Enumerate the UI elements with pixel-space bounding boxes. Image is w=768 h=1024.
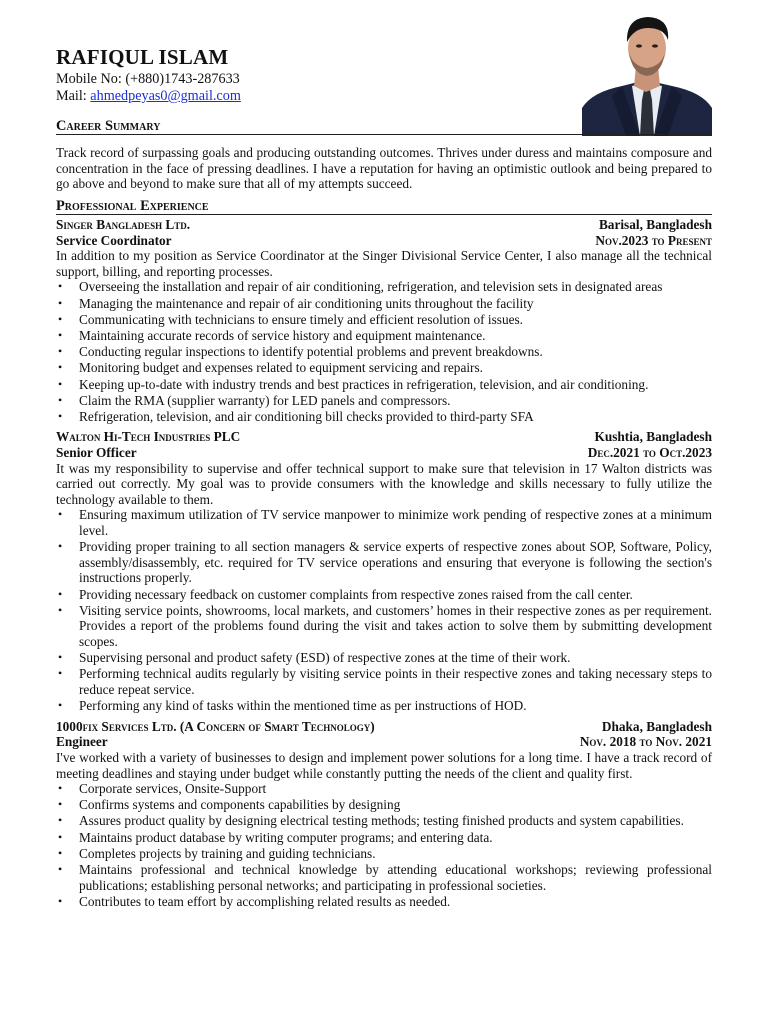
- mobile-number: Mobile No: (+880)1743-287633: [56, 71, 240, 87]
- bullet-text: Maintains product database by writing computer programs; and entering data.: [79, 829, 493, 845]
- list-item: [56, 603, 712, 650]
- job-dates: Nov.2023 to Present: [595, 232, 712, 248]
- job-description: I've worked with a variety of businesses to design and implement power solutions for a long time. I have a track record of meeting deadlines and staying under budget while constantly putting the needs of the client and quality first.: [56, 749, 712, 781]
- list-item: [56, 507, 712, 538]
- bullet-icon: •: [58, 376, 63, 391]
- job-role: Engineer: [56, 734, 108, 750]
- list-item: [56, 328, 712, 344]
- bullet-icon: •: [58, 829, 63, 844]
- bullet-text: Confirms systems and components capabilities by designing: [79, 797, 401, 813]
- company-name: Walton Hi-Tech Industries PLC: [56, 429, 241, 445]
- bullet-icon: •: [58, 327, 63, 342]
- mail-line: [56, 88, 241, 105]
- bullet-icon: •: [58, 539, 63, 554]
- bullet-icon: •: [58, 279, 63, 294]
- bullet-icon: •: [58, 311, 63, 326]
- bullet-text: Maintaining accurate records of service history and equipment maintenance.: [79, 327, 486, 343]
- bullet-icon: •: [58, 507, 63, 522]
- job-company-row: [56, 719, 712, 735]
- bullet-text: Providing proper training to all section managers & service experts of respective zones about SOP, Software, Policy, assembly/disassembly, etc. required for TV service operations and ensuring that everyone is following the section's instructions properly.: [79, 539, 712, 586]
- list-item: [56, 781, 712, 797]
- job-entry: [56, 217, 712, 424]
- experience-heading: Professional Experience: [56, 198, 712, 215]
- bullet-text: Contributes to team effort by accomplishing related results as needed.: [79, 893, 451, 909]
- bullet-text: Managing the maintenance and repair of air conditioning units throughout the facility: [79, 295, 534, 311]
- bullet-icon: •: [58, 295, 63, 310]
- job-location: Kushtia, Bangladesh: [594, 429, 712, 445]
- bullet-icon: •: [58, 666, 63, 681]
- bullet-icon: •: [58, 360, 63, 375]
- email-link[interactable]: ahmedpeyas0@gmail.com: [90, 88, 241, 104]
- list-item: [56, 846, 712, 862]
- list-item: [56, 279, 712, 295]
- bullet-text: Corporate services, Onsite-Support: [79, 781, 267, 797]
- bullet-icon: •: [58, 862, 63, 877]
- experience-section: [56, 198, 712, 910]
- list-item: [56, 539, 712, 586]
- bullet-icon: •: [58, 797, 63, 812]
- job-entry: [56, 719, 712, 910]
- job-location: Barisal, Bangladesh: [598, 217, 712, 232]
- bullet-icon: •: [58, 781, 63, 796]
- bullet-icon: •: [58, 408, 63, 423]
- bullet-text: Keeping up-to-date with industry trends and best practices in refrigeration, television, and air conditioning.: [79, 376, 649, 392]
- job-bullets: [56, 279, 712, 424]
- bullet-icon: •: [58, 813, 63, 828]
- job-role-row: [56, 233, 712, 249]
- career-summary-section: [56, 118, 712, 192]
- list-item: [56, 830, 712, 846]
- career-summary-heading: Career Summary: [56, 118, 712, 135]
- list-item: [56, 377, 712, 393]
- list-item: [56, 650, 712, 666]
- bullet-text: Communicating with technicians to ensure timely and efficient resolution of issues.: [79, 311, 523, 327]
- bullet-text: Refrigeration, television, and air conditioning bill checks provided to third-party SFA: [79, 408, 534, 424]
- bullet-icon: •: [58, 344, 63, 359]
- bullet-text: Assures product quality by designing electrical testing methods; testing finished products and system capabilities.: [79, 813, 684, 829]
- list-item: [56, 312, 712, 328]
- job-role-row: [56, 445, 712, 461]
- bullet-icon: •: [58, 650, 63, 665]
- career-summary-text: Track record of surpassing goals and producing outstanding outcomes. Thrives under duress and maintains composure and concentration in the face of pressing deadlines. I have a reputation for having an optimistic outlook and being prepared to go above and beyond to make sure that all of my attempts succeed.: [56, 145, 712, 192]
- job-dates: Dec.2021 to Oct.2023: [587, 445, 712, 461]
- jobs-list: [56, 217, 712, 909]
- list-item: [56, 862, 712, 893]
- list-item: [56, 698, 712, 714]
- bullet-text: Conducting regular inspections to identify potential problems and prevent breakdowns.: [79, 344, 543, 360]
- job-entry: [56, 429, 712, 713]
- bullet-text: Performing technical audits regularly by visiting service points in their respective zones and taking necessary steps to reduce repeat service.: [79, 666, 712, 697]
- bullet-text: Completes projects by training and guiding technicians.: [79, 845, 376, 861]
- job-role: Service Coordinator: [56, 232, 172, 248]
- candidate-name: RAFIQUL ISLAM: [56, 45, 229, 69]
- bullet-icon: •: [58, 392, 63, 407]
- job-description: It was my responsibility to supervise and offer technical support to make sure that television in 17 Walton districts was carried out correctly. My goal was to provide consumers with the knowledge and skills necessary to fully utilize the technology available to them.: [56, 460, 712, 507]
- bullet-icon: •: [58, 893, 63, 908]
- bullet-icon: •: [58, 845, 63, 860]
- bullet-text: Visiting service points, showrooms, local markets, and customers’ homes in their respective zones as per requirement. Provides a report of the problems found during the visit and takes action to solve them by submitting development scopes.: [79, 602, 712, 649]
- bullet-text: Ensuring maximum utilization of TV service manpower to minimize work pending of respective zones at a minimum level.: [79, 507, 712, 539]
- bullet-icon: •: [58, 602, 63, 617]
- bullet-text: Overseeing the installation and repair of air conditioning, refrigeration, and television sets in designated areas: [79, 279, 663, 295]
- bullet-icon: •: [58, 586, 63, 601]
- job-bullets: [56, 507, 712, 713]
- bullet-text: Claim the RMA (supplier warranty) for LED panels and compressors.: [79, 392, 451, 408]
- company-name: 1000fix Services Ltd. (A Concern of Smart Technology): [56, 718, 375, 734]
- job-role-row: [56, 734, 712, 750]
- list-item: [56, 587, 712, 603]
- job-description: In addition to my position as Service Coordinator at the Singer Divisional Service Center, I also manage all the technical support, billing, and reporting processes.: [56, 248, 712, 279]
- job-dates: Nov. 2018 to Nov. 2021: [579, 734, 712, 750]
- bullet-text: Supervising personal and product safety (ESD) of respective zones at the time of their work.: [79, 650, 571, 666]
- list-item: [56, 296, 712, 312]
- job-location: Dhaka, Bangladesh: [601, 718, 712, 734]
- profile-photo: [582, 8, 712, 136]
- job-bullets: [56, 781, 712, 909]
- list-item: [56, 797, 712, 813]
- bullet-text: Maintains professional and technical knowledge by attending educational workshops; reviewing professional publications; establishing personal networks; and participating in professional societies.: [79, 862, 712, 893]
- job-company-row: [56, 429, 712, 445]
- list-item: [56, 360, 712, 376]
- mail-label: Mail:: [56, 88, 91, 104]
- list-item: [56, 344, 712, 360]
- list-item: [56, 894, 712, 910]
- bullet-icon: •: [58, 698, 63, 713]
- list-item: [56, 813, 712, 829]
- bullet-text: Monitoring budget and expenses related to equipment servicing and repairs.: [79, 360, 483, 376]
- job-company-row: [56, 217, 712, 233]
- list-item: [56, 393, 712, 409]
- header: [56, 44, 241, 105]
- list-item: [56, 409, 712, 425]
- bullet-text: Performing any kind of tasks within the mentioned time as per instructions of HOD.: [79, 698, 527, 714]
- bullet-text: Providing necessary feedback on customer complaints from respective zones raised from the call center.: [79, 586, 633, 602]
- job-role: Senior Officer: [56, 445, 137, 461]
- list-item: [56, 666, 712, 697]
- company-name: Singer Bangladesh Ltd.: [56, 217, 191, 232]
